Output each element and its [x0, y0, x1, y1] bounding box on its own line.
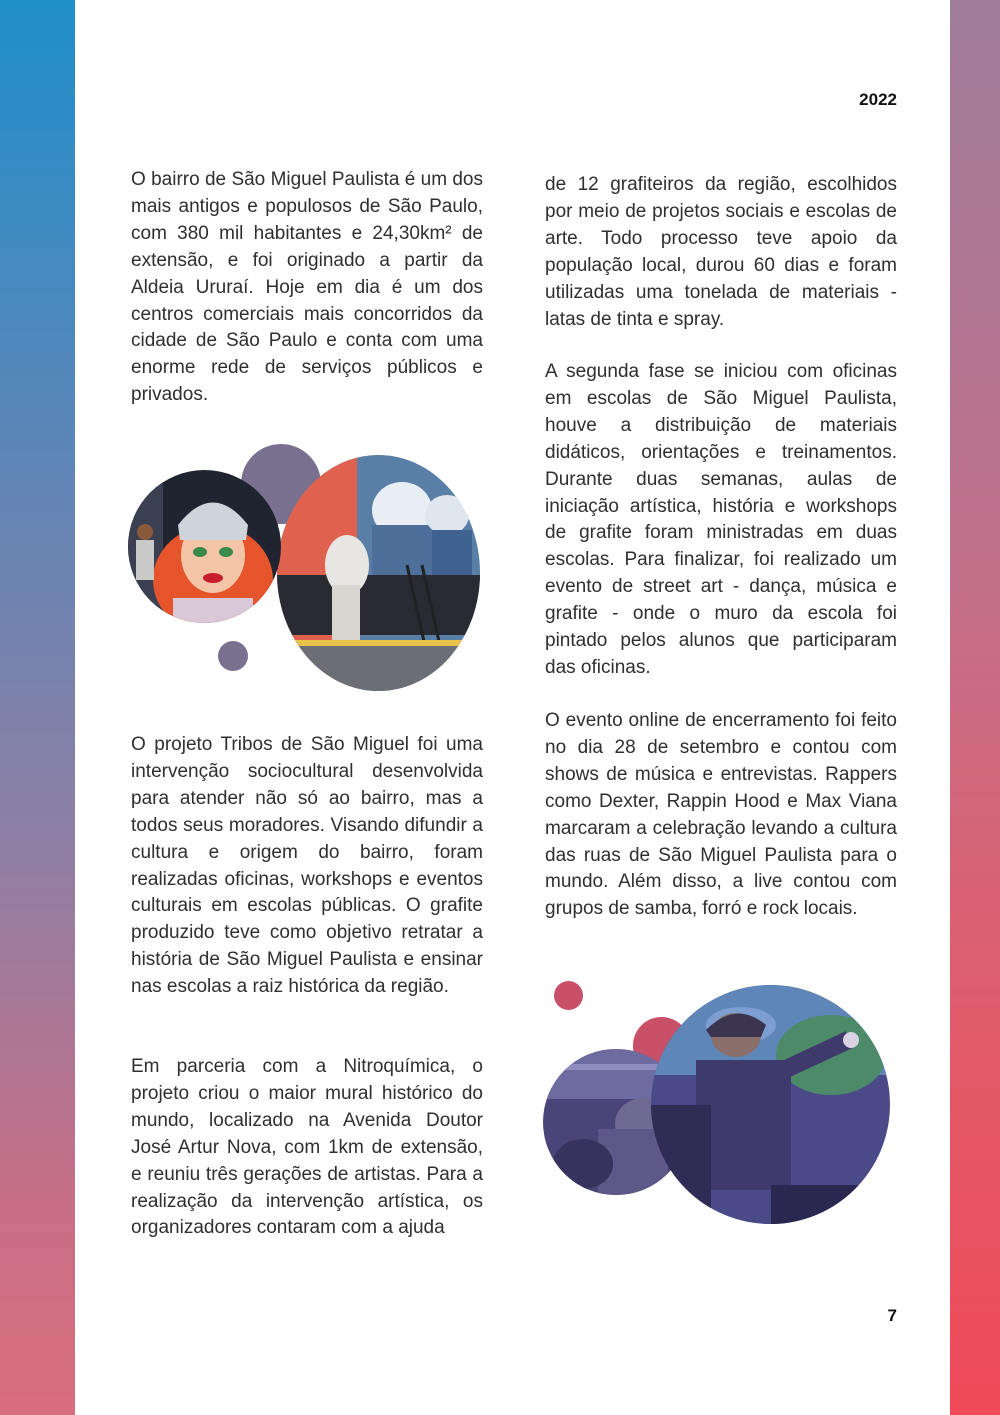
left-gradient-bar [0, 0, 75, 1415]
page-number: 7 [887, 1306, 897, 1325]
photo-artist-spraying [651, 985, 890, 1224]
right-paragraph-3: O evento online de encerramento foi feito no dia 28 de setembro e contou com shows de música e entrevistas. Rappers como Dexter, Rappin Hood e Max Viana marcaram a celebração levando a cultura das ruas de São Miguel Paulista para o mundo. Além disso, a live contou com grupos de samba, forró e rock locais. [545, 710, 897, 920]
photo-redhead-graffiti [128, 470, 281, 623]
right-paragraph-1: de 12 grafiteiros da região, escolhidos por meio de projetos sociais e escolas de arte. Todo processo teve apoio da população local, durou 60 dias e foram utilizadas uma tonelada de materiais - latas de tinta e spray. [545, 174, 897, 330]
decorative-bubble-purple-small [218, 641, 248, 671]
left-paragraph-2: O projeto Tribos de São Miguel foi uma intervenção sociocultural desenvolvida para atender não só ao bairro, mas a todos seus moradores. Visando difundir a cultura e origem do bairro, foram realizadas oficinas, workshops e eventos culturais em escolas públicas. O grafite produzido teve como objetivo retratar a história de São Miguel Paulista e ensinar nas escolas a raiz histórica da região. [131, 734, 483, 998]
left-paragraph-1: O bairro de São Miguel Paulista é um dos mais antigos e populosos de São Paulo, com 380 mil habitantes e 24,30km² de extensão, e foi originado a partir da Aldeia Ururaí. Hoje em dia é um dos centros comerciais mais concorridos da cidade de São Paulo e conta com uma enorme rede de serviços públicos e privados. [131, 169, 483, 406]
year-header: 2022 [859, 90, 897, 109]
decorative-bubble-red-small [554, 981, 583, 1010]
photo-mural-painter [277, 455, 480, 691]
right-gradient-bar [950, 0, 1000, 1415]
right-paragraph-2: A segunda fase se iniciou com oficinas em escolas de São Miguel Paulista, houve a distribuição de materiais didáticos, orientações e treinamentos. Durante duas semanas, aulas de iniciação artística, história e workshops de grafite foram ministradas em duas escolas. Para finalizar, foi realizado um evento de street art - dança, música e grafite - onde o muro da escola foi pintado pelos alunos que participaram das oficinas. [545, 361, 897, 678]
left-paragraph-3: Em parceria com a Nitroquímica, o projeto criou o maior mural histórico do mundo, localizado na Avenida Doutor José Artur Nova, com 1km de extensão, e reuniu três gerações de artistas. Para a realização da intervenção artística, os organizadores contaram com a ajuda [131, 1056, 483, 1239]
